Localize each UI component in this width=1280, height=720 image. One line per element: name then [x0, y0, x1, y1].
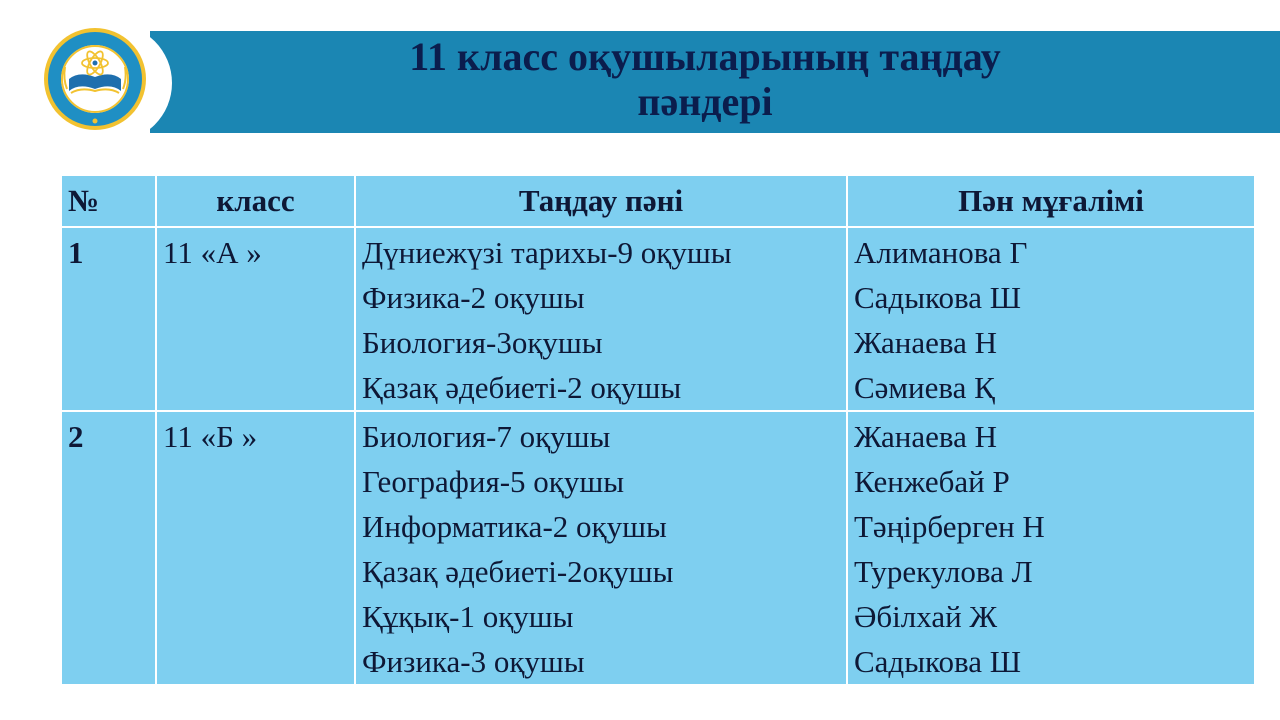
- column-header-subject: Таңдау пәні: [355, 176, 847, 227]
- subjects-cell: [355, 227, 847, 411]
- subject-item: Информатика-2 оқушы: [362, 509, 667, 544]
- row-number: 1: [68, 235, 84, 270]
- subject-item: Құқық-1 оқушы: [362, 599, 574, 634]
- subject-item: Биология-3оқушы: [362, 325, 603, 360]
- row-number-cell: [62, 411, 156, 684]
- subject-item: Физика-2 оқушы: [362, 280, 585, 315]
- table-header-row: [62, 176, 1254, 227]
- page-title: [150, 34, 1260, 124]
- subject-item: Қазақ әдебиеті-2оқушы: [362, 554, 674, 589]
- teacher-item: Әбілхай Ж: [854, 599, 998, 634]
- teacher-item: Турекулова Л: [854, 554, 1033, 589]
- subject-item: Дүниежүзі тарихы-9 оқушы: [362, 235, 732, 270]
- subject-item: Физика-3 оқушы: [362, 644, 585, 679]
- subject-item: Биология-7 оқушы: [362, 419, 611, 454]
- teacher-item: Садыкова Ш: [854, 644, 1022, 679]
- column-header-teacher: Пән мұғалімі: [847, 176, 1254, 227]
- class-name: 11 «Б »: [163, 419, 258, 454]
- teachers-cell: [847, 411, 1254, 684]
- elective-subjects-table: [62, 176, 1254, 684]
- table-row: [62, 227, 1254, 411]
- class-name: 11 «А »: [163, 235, 262, 270]
- table-row: [62, 411, 1254, 684]
- teacher-item: Садыкова Ш: [854, 280, 1022, 315]
- class-cell: [156, 227, 355, 411]
- row-number-cell: [62, 227, 156, 411]
- page-title-line-1: 11 класс оқушыларының таңдау: [409, 34, 1001, 79]
- teacher-item: Тәңірберген Н: [854, 509, 1045, 544]
- subjects-cell: [355, 411, 847, 684]
- page-title-line-2: пәндері: [637, 79, 773, 124]
- teacher-item: Алиманова Г: [854, 235, 1028, 270]
- subject-item: География-5 оқушы: [362, 464, 625, 499]
- teachers-cell: [847, 227, 1254, 411]
- column-header-class: класс: [156, 176, 355, 227]
- teacher-item: Жанаева Н: [854, 419, 997, 454]
- subject-item: Қазақ әдебиеті-2 оқушы: [362, 370, 682, 405]
- teacher-item: Кенжебай Р: [854, 464, 1010, 499]
- teacher-item: Сәмиева Қ: [854, 370, 995, 405]
- row-number: 2: [68, 419, 84, 454]
- ministry-emblem-icon: [43, 27, 147, 131]
- teacher-item: Жанаева Н: [854, 325, 997, 360]
- column-header-number: №: [62, 176, 156, 227]
- class-cell: [156, 411, 355, 684]
